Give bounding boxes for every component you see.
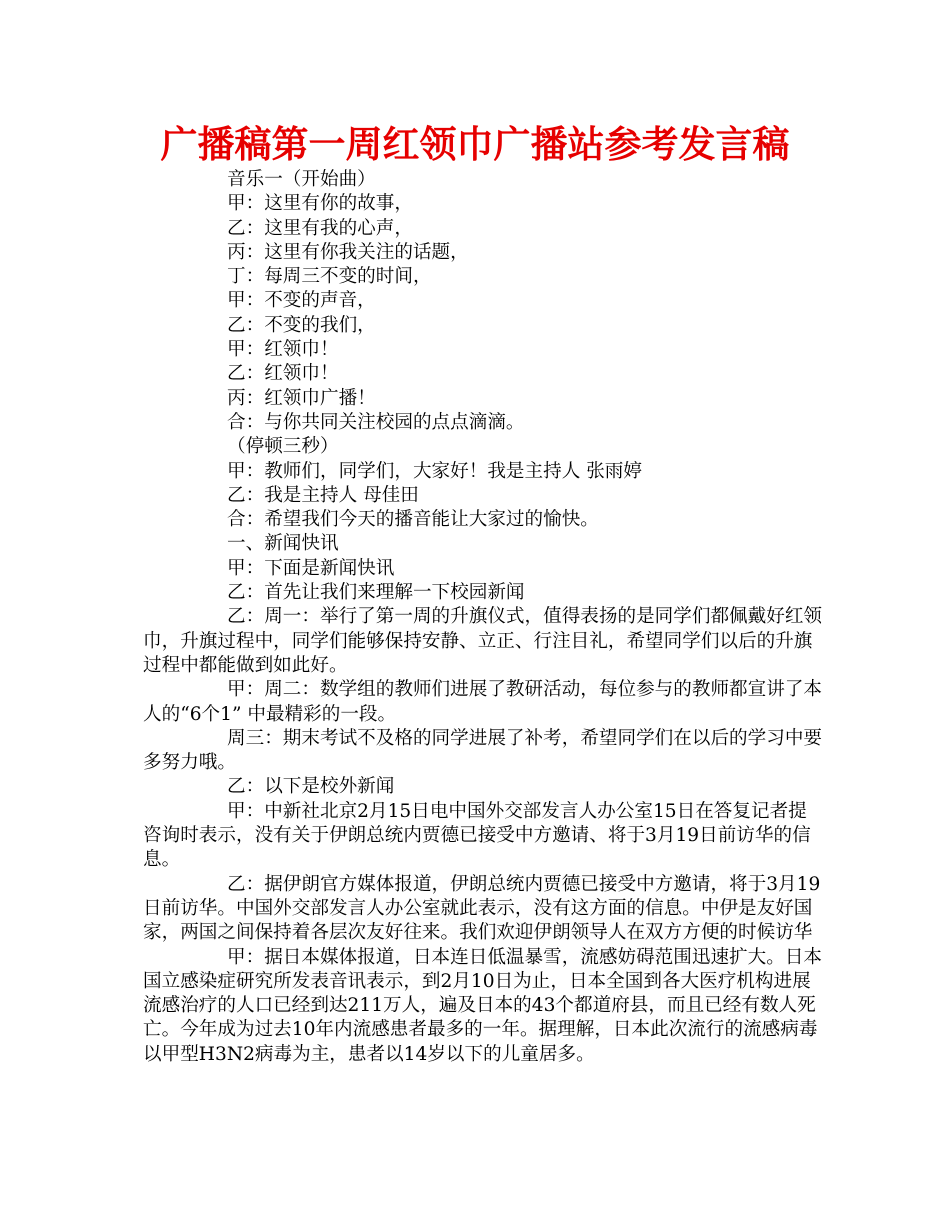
script-line: （停顿三秒）	[227, 436, 339, 458]
script-line: 甲：这里有你的故事，	[227, 193, 413, 215]
script-line: 合：希望我们今天的播音能让大家过的愉快。	[227, 509, 599, 531]
script-line: 乙：这里有我的心声，	[227, 217, 413, 239]
script-line: 音乐一（开始曲）	[227, 169, 376, 190]
news-paragraph: 乙：据伊朗官方媒体报道，伊朗总统内贾德已接受中方邀请，将于3月19日前访华。中国外交部发言人办公室就此表示，没有这方面的信息。中伊是友好国家，两国之间保持着各层次友好往来。我们欢迎伊朗领导人在双方方便的时候访华	[143, 873, 821, 944]
script-line: 甲：红领巾！	[227, 339, 339, 361]
document-title: 广播稿第一周红领巾广播站参考发言稿	[160, 123, 790, 166]
script-line: 乙：红领巾！	[227, 363, 339, 385]
news-paragraph: 乙：以下是校外新闻	[227, 776, 395, 798]
script-line: 乙：不变的我们，	[227, 314, 376, 336]
news-paragraph: 甲：周二：数学组的教师们进展了教研活动，每位参与的教师都宣讲了本人的“6个1” 中最精彩的一段。	[143, 679, 823, 725]
document-body	[143, 168, 823, 1067]
script-line: 丁：每周三不变的时间，	[227, 266, 432, 288]
script-line: 丙：这里有你我关注的话题，	[227, 241, 469, 263]
script-line: 合：与你共同关注校园的点点滴滴。	[227, 411, 525, 433]
news-paragraph: 乙：周一：举行了第一周的升旗仪式，值得表扬的是同学们都佩戴好红领巾，升旗过程中，同学们能够保持安静、立正、行注目礼，希望同学们以后的升旗过程中都能做到如此好。	[143, 606, 823, 676]
script-line: 乙：我是主持人 母佳田	[227, 484, 419, 506]
script-line: 甲：不变的声音，	[227, 290, 376, 312]
section-heading: 一、新闻快讯	[227, 533, 339, 555]
news-paragraph: 甲：据日本媒体报道，日本连日低温暴雪，流感妨碍范围迅速扩大。日本国立感染症研究所发表音讯表示，到2月10日为止，日本全国到各大医疗机构进展流感治疗的人口已经到达211万人，遍及日本的43个都道府县，而且已经有数人死亡。今年成为过去10年内流感患者最多的一年。据理解，日本此次流行的流感病毒以甲型H3N2病毒为主，患者以14岁以下的儿童居多。	[143, 946, 823, 1065]
script-line: 甲：教师们，同学们，大家好！我是主持人 张雨婷	[227, 460, 642, 482]
script-line: 丙：红领巾广播！	[227, 387, 376, 409]
script-line: 乙：首先让我们来理解一下校园新闻	[227, 582, 525, 604]
news-paragraph: 周三：期末考试不及格的同学进展了补考，希望同学们在以后的学习中要多努力哦。	[143, 727, 823, 774]
script-line: 甲：下面是新闻快讯	[227, 557, 395, 579]
news-paragraph: 甲：中新社北京2月15日电中国外交部发言人办公室15日在答复记者提咨询时表示，没有关于伊朗总统内贾德已接受中方邀请、将于3月19日前访华的信息。	[143, 800, 811, 871]
